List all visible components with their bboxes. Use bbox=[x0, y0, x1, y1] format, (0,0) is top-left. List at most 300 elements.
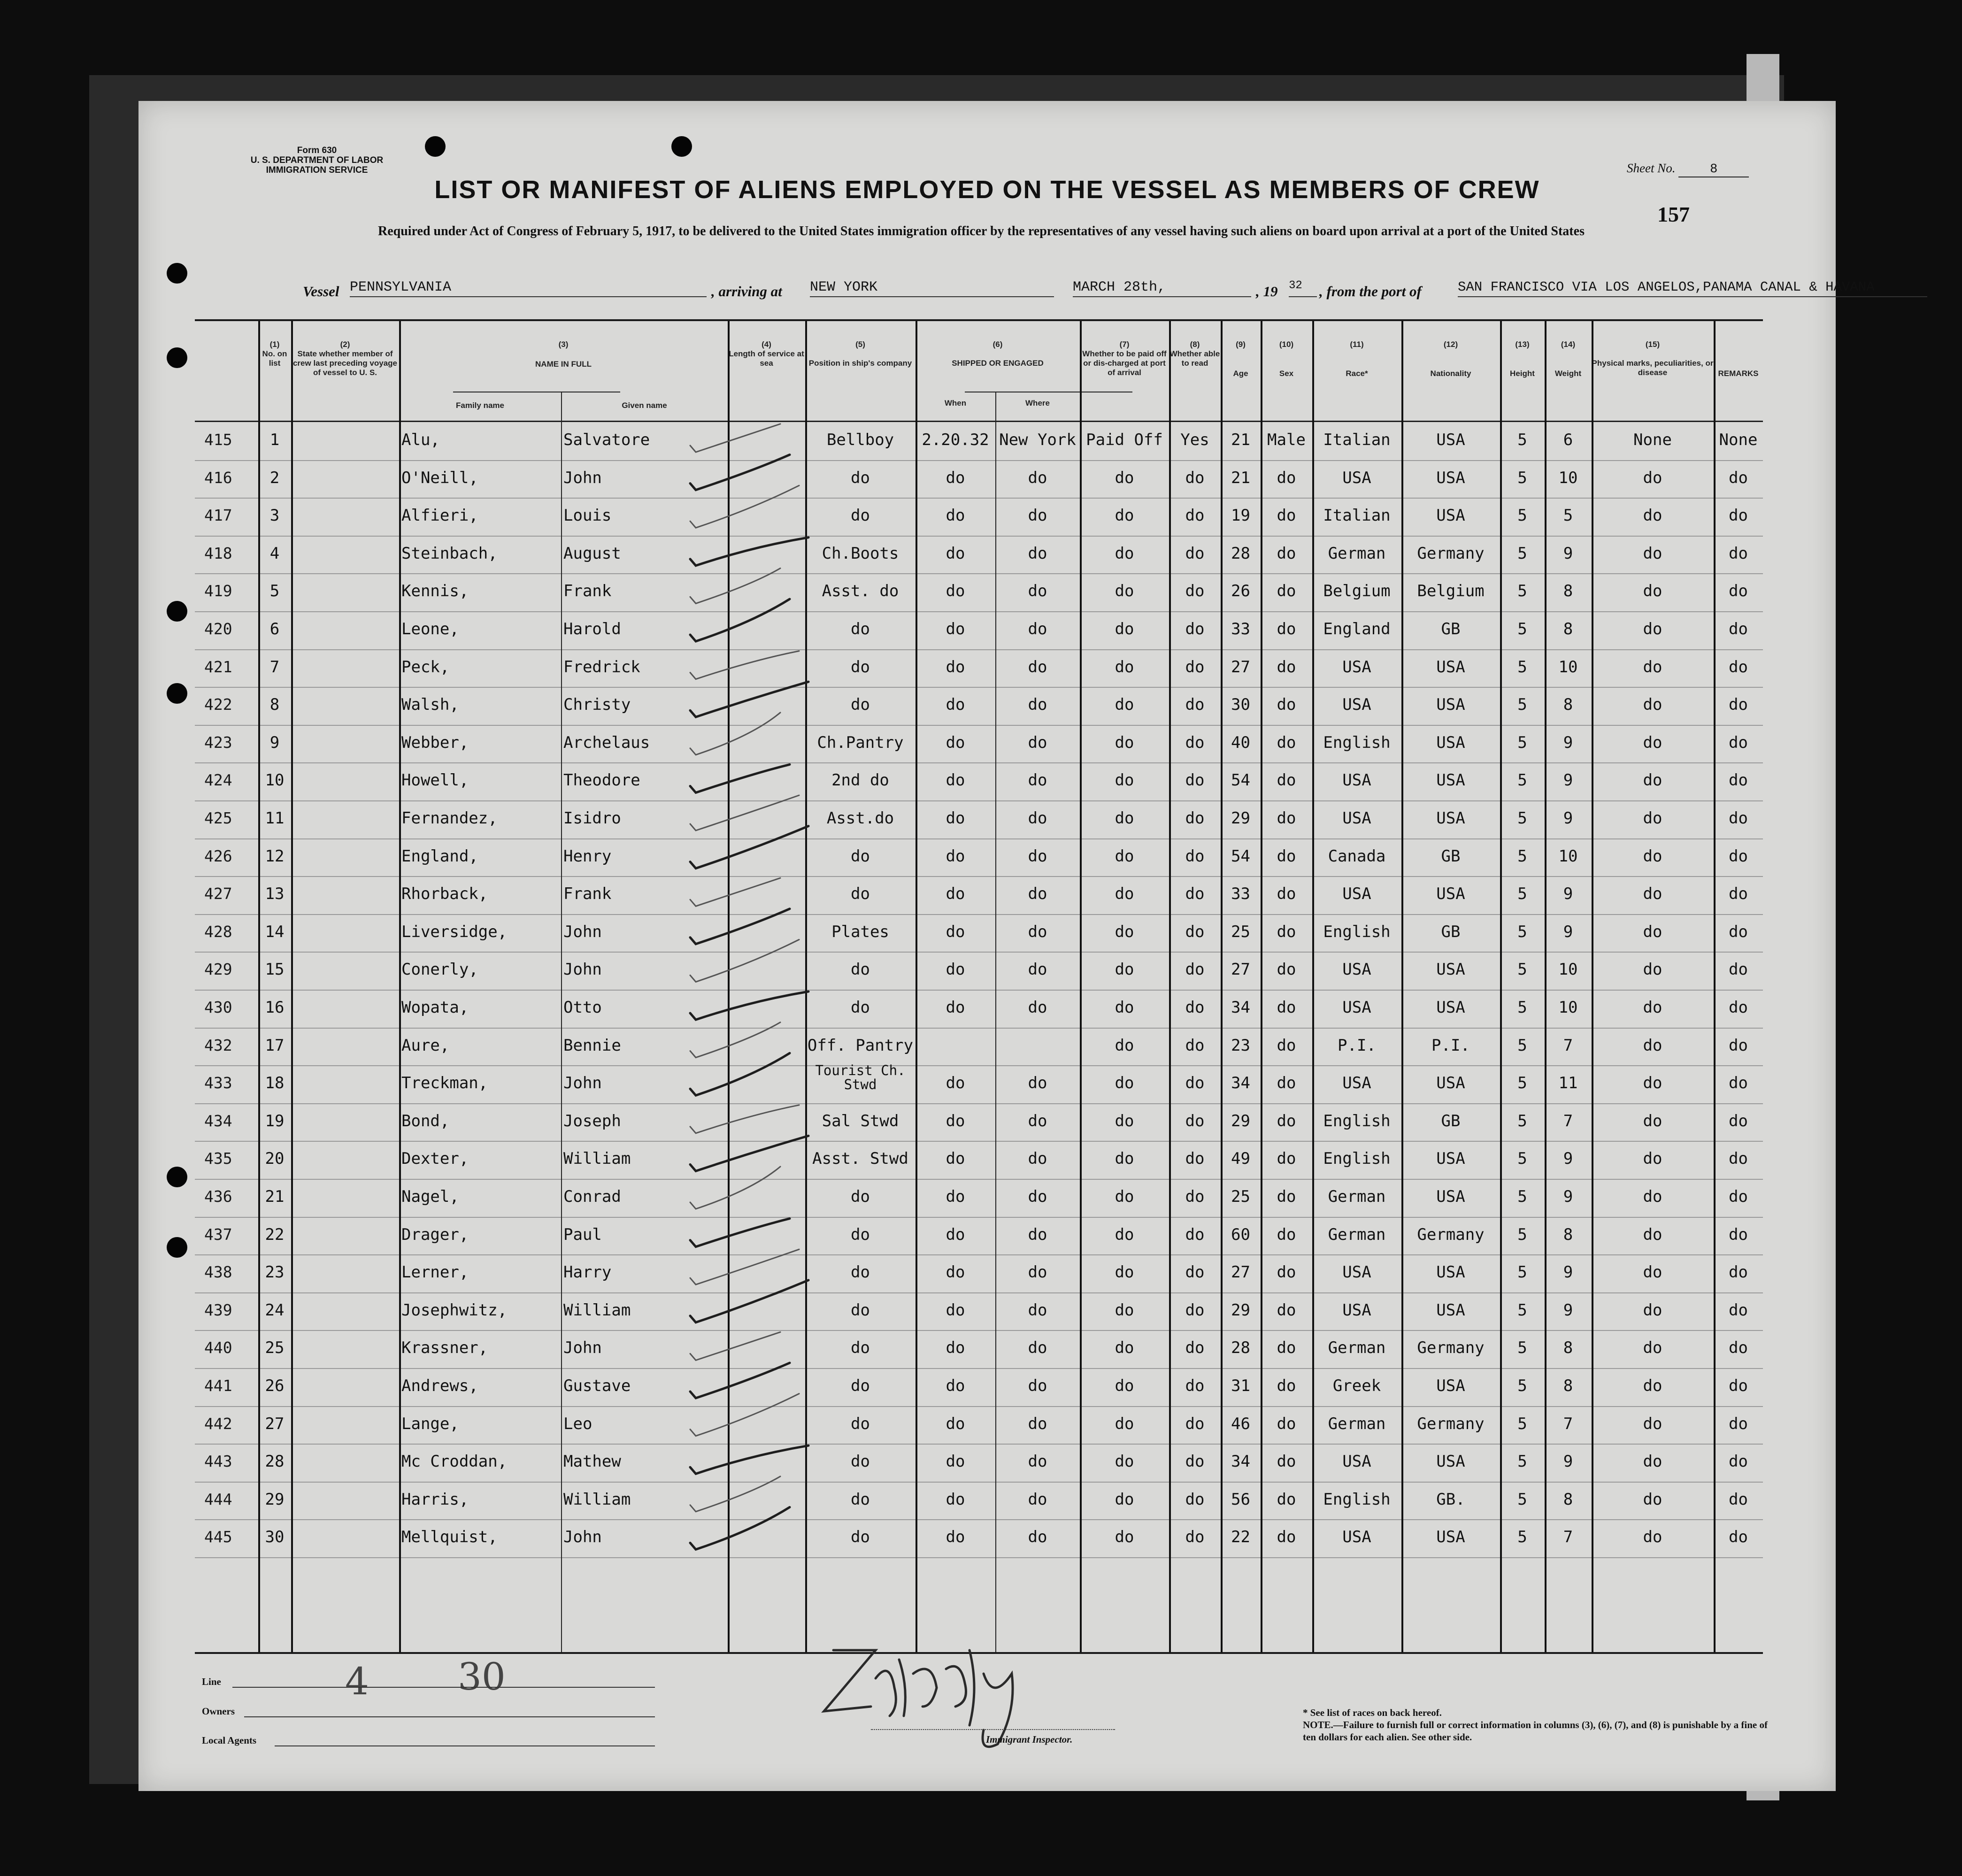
paid-off: do bbox=[1115, 506, 1134, 525]
given-name: Conrad bbox=[563, 1187, 621, 1206]
age: 25 bbox=[1231, 1187, 1250, 1206]
weight: 8 bbox=[1563, 1376, 1573, 1395]
age: 22 bbox=[1231, 1528, 1250, 1547]
race: USA bbox=[1342, 884, 1371, 904]
remarks: do bbox=[1729, 1490, 1748, 1509]
race: German bbox=[1328, 544, 1386, 563]
height: 5 bbox=[1517, 657, 1527, 677]
physical-marks: do bbox=[1643, 1263, 1662, 1282]
sex: do bbox=[1277, 582, 1296, 601]
punch-hole bbox=[167, 601, 187, 622]
race: USA bbox=[1342, 998, 1371, 1017]
manifest-line-number: 425 bbox=[204, 809, 232, 827]
family-name: Lerner, bbox=[401, 1263, 469, 1282]
col-number: (9) bbox=[1236, 340, 1246, 349]
physical-marks: do bbox=[1643, 846, 1662, 866]
race: Greek bbox=[1332, 1376, 1381, 1395]
sex: do bbox=[1277, 1338, 1296, 1358]
nationality: Germany bbox=[1417, 544, 1485, 563]
col-title: State whether member of crew last preceding voyage of vessel to U. S. bbox=[292, 349, 398, 377]
age: 30 bbox=[1231, 695, 1250, 715]
position: Off. Pantry bbox=[807, 1036, 914, 1055]
nationality: USA bbox=[1436, 695, 1465, 715]
age: 21 bbox=[1231, 431, 1250, 449]
given-name: Harry bbox=[563, 1263, 612, 1282]
age: 29 bbox=[1231, 1111, 1250, 1130]
sex: do bbox=[1277, 1187, 1296, 1206]
shipped-where: do bbox=[1028, 922, 1047, 941]
family-name: Josephwitz, bbox=[401, 1300, 508, 1320]
able-to-read: do bbox=[1185, 695, 1205, 715]
paid-off: do bbox=[1115, 960, 1134, 979]
paid-off: do bbox=[1115, 582, 1134, 601]
nationality: USA bbox=[1436, 1149, 1465, 1169]
document-title: LIST OR MANIFEST OF ALIENS EMPLOYED ON THE VESSEL AS MEMBERS OF CREW bbox=[434, 176, 1540, 204]
able-to-read: do bbox=[1185, 1300, 1205, 1320]
physical-marks: do bbox=[1643, 809, 1662, 828]
shipped-when: do bbox=[946, 1490, 965, 1509]
weight: 11 bbox=[1558, 1074, 1578, 1093]
height: 5 bbox=[1517, 733, 1527, 752]
weight: 5 bbox=[1563, 506, 1573, 525]
physical-marks: do bbox=[1643, 695, 1662, 715]
sex: do bbox=[1277, 1074, 1296, 1093]
race: USA bbox=[1342, 1263, 1371, 1282]
row-number: 25 bbox=[265, 1338, 285, 1358]
race: German bbox=[1328, 1338, 1386, 1358]
shipped-where: do bbox=[1028, 1338, 1047, 1358]
physical-marks: do bbox=[1643, 657, 1662, 677]
able-to-read: do bbox=[1185, 468, 1205, 487]
punch-hole bbox=[167, 347, 187, 368]
shipped-where: New York bbox=[999, 431, 1076, 449]
position: Ch.Boots bbox=[822, 544, 899, 563]
sex: do bbox=[1277, 1111, 1296, 1130]
position: Asst. do bbox=[822, 582, 899, 601]
manifest-line-number: 415 bbox=[204, 431, 232, 449]
sheet-number-value: 8 bbox=[1678, 162, 1749, 177]
col-title: Height bbox=[1510, 369, 1535, 378]
check-mark bbox=[690, 909, 790, 944]
shipped-where: do bbox=[1028, 771, 1047, 790]
row-number: 14 bbox=[265, 922, 285, 941]
given-name: August bbox=[563, 544, 621, 563]
shipped-where: do bbox=[1028, 657, 1047, 677]
sex: do bbox=[1277, 884, 1296, 904]
paid-off: do bbox=[1115, 1452, 1134, 1471]
row-number: 11 bbox=[265, 809, 285, 828]
nationality: Belgium bbox=[1417, 582, 1485, 601]
sex: do bbox=[1277, 1036, 1296, 1055]
check-mark bbox=[690, 1219, 790, 1247]
col-title: Weight bbox=[1554, 369, 1582, 378]
nationality: USA bbox=[1436, 809, 1465, 828]
remarks: do bbox=[1729, 1338, 1748, 1358]
family-name: Mellquist, bbox=[401, 1528, 498, 1547]
check-mark bbox=[690, 764, 790, 792]
paid-off: do bbox=[1115, 884, 1134, 904]
col-number: (13) bbox=[1515, 340, 1530, 349]
family-name: Treckman, bbox=[401, 1074, 488, 1093]
weight: 9 bbox=[1563, 544, 1573, 563]
race: Canada bbox=[1328, 846, 1386, 866]
manifest-line-number: 418 bbox=[204, 544, 232, 562]
nationality: Germany bbox=[1417, 1338, 1485, 1358]
given-name: Gustave bbox=[563, 1376, 631, 1395]
nationality: USA bbox=[1436, 998, 1465, 1017]
weight: 9 bbox=[1563, 1452, 1573, 1471]
family-name: Kennis, bbox=[401, 582, 469, 601]
remarks: do bbox=[1729, 544, 1748, 563]
shipped-where: do bbox=[1028, 884, 1047, 904]
shipped-where: do bbox=[1028, 1376, 1047, 1395]
given-name: Mathew bbox=[563, 1452, 621, 1471]
race: Italian bbox=[1323, 431, 1391, 449]
height: 5 bbox=[1517, 582, 1527, 601]
height: 5 bbox=[1517, 1263, 1527, 1282]
age: 40 bbox=[1231, 733, 1250, 752]
manifest-line-number: 440 bbox=[204, 1338, 232, 1357]
check-mark bbox=[690, 878, 780, 906]
weight: 9 bbox=[1563, 1263, 1573, 1282]
family-name: Lange, bbox=[401, 1414, 459, 1433]
year-prefix: , 19 bbox=[1256, 283, 1278, 300]
height: 5 bbox=[1517, 998, 1527, 1017]
age: 29 bbox=[1231, 1300, 1250, 1320]
remarks: do bbox=[1729, 1225, 1748, 1244]
family-name: Andrews, bbox=[401, 1376, 478, 1395]
remarks: do bbox=[1729, 1074, 1748, 1093]
family-name: Drager, bbox=[401, 1225, 469, 1244]
position: Ch.Pantry bbox=[817, 733, 904, 752]
manifest-line-number: 436 bbox=[204, 1187, 232, 1206]
punch-hole bbox=[167, 263, 187, 284]
paid-off: do bbox=[1115, 1074, 1134, 1093]
row-number: 10 bbox=[265, 771, 285, 790]
paid-off: Paid Off bbox=[1086, 431, 1163, 449]
position: do bbox=[851, 1300, 870, 1320]
departure-port: SAN FRANCISCO VIA LOS ANGELOS,PANAMA CANAL & HAVANA bbox=[1458, 279, 1927, 297]
col-title: Whether to be paid off or dis-charged at port of arrival bbox=[1082, 349, 1167, 377]
position: do bbox=[851, 846, 870, 866]
position: do bbox=[851, 620, 870, 638]
remarks: do bbox=[1729, 960, 1748, 979]
shipped-when: do bbox=[946, 657, 965, 677]
shipped-where: do bbox=[1028, 620, 1047, 638]
check-mark bbox=[690, 1363, 790, 1398]
physical-marks: do bbox=[1643, 1528, 1662, 1547]
paid-off: do bbox=[1115, 809, 1134, 828]
physical-marks: do bbox=[1643, 468, 1662, 487]
physical-marks: do bbox=[1643, 1300, 1662, 1320]
position: Asst.do bbox=[826, 809, 894, 828]
height: 5 bbox=[1517, 846, 1527, 866]
paid-off: do bbox=[1115, 1263, 1134, 1282]
manifest-line-number: 427 bbox=[204, 884, 232, 903]
manifest-line-number: 437 bbox=[204, 1225, 232, 1244]
age: 19 bbox=[1231, 506, 1250, 525]
family-name: O'Neill, bbox=[401, 468, 478, 487]
position: do bbox=[851, 695, 870, 715]
manifest-line-number: 434 bbox=[204, 1111, 232, 1130]
given-name: Bennie bbox=[563, 1036, 621, 1055]
shipped-when: do bbox=[946, 582, 965, 601]
given-name: Isidro bbox=[563, 809, 621, 828]
race: USA bbox=[1342, 695, 1371, 715]
row-number: 18 bbox=[265, 1074, 285, 1093]
row-number: 20 bbox=[265, 1149, 285, 1169]
height: 5 bbox=[1517, 922, 1527, 941]
weight: 10 bbox=[1558, 998, 1578, 1017]
family-name: Liversidge, bbox=[401, 922, 508, 941]
remarks: do bbox=[1729, 998, 1748, 1017]
weight: 10 bbox=[1558, 846, 1578, 866]
col-title: Nationality bbox=[1430, 369, 1471, 378]
able-to-read: do bbox=[1185, 1225, 1205, 1244]
able-to-read: do bbox=[1185, 1490, 1205, 1509]
sex: do bbox=[1277, 695, 1296, 715]
col-number: (3) bbox=[558, 340, 569, 349]
age: 23 bbox=[1231, 1036, 1250, 1055]
shipped-where: do bbox=[1028, 809, 1047, 828]
weight: 8 bbox=[1563, 1338, 1573, 1358]
weight: 8 bbox=[1563, 1490, 1573, 1509]
age: 26 bbox=[1231, 582, 1250, 601]
physical-marks: do bbox=[1643, 1490, 1662, 1509]
given-name: Frank bbox=[563, 884, 612, 904]
physical-marks: do bbox=[1643, 884, 1662, 904]
weight: 9 bbox=[1563, 1149, 1573, 1169]
paid-off: do bbox=[1115, 998, 1134, 1017]
height: 5 bbox=[1517, 1414, 1527, 1433]
nationality: USA bbox=[1436, 1376, 1465, 1395]
paid-off: do bbox=[1115, 468, 1134, 487]
check-mark bbox=[690, 455, 790, 490]
given-name: William bbox=[563, 1149, 631, 1169]
height: 5 bbox=[1517, 1111, 1527, 1130]
height: 5 bbox=[1517, 1149, 1527, 1169]
shipped-where: do bbox=[1028, 544, 1047, 563]
able-to-read: do bbox=[1185, 884, 1205, 904]
given-name: John bbox=[563, 468, 602, 487]
manifest-line-number: 426 bbox=[204, 846, 232, 865]
family-name: Krassner, bbox=[401, 1338, 488, 1358]
race: German bbox=[1328, 1187, 1386, 1206]
check-mark bbox=[690, 826, 808, 869]
shipped-when: do bbox=[946, 1338, 965, 1358]
given-name: John bbox=[563, 1528, 602, 1547]
age: 25 bbox=[1231, 922, 1250, 941]
col-title: NAME IN FULL bbox=[535, 360, 592, 369]
check-mark bbox=[690, 1053, 790, 1095]
able-to-read: do bbox=[1185, 1452, 1205, 1471]
given-name: Archelaus bbox=[563, 733, 650, 752]
position: Tourist Ch. Stwd bbox=[815, 1062, 906, 1093]
race: English bbox=[1323, 922, 1391, 941]
row-number: 13 bbox=[265, 884, 285, 904]
family-name: Alfieri, bbox=[401, 506, 478, 525]
given-name: Harold bbox=[563, 620, 621, 638]
shipped-when: do bbox=[946, 1528, 965, 1547]
position: do bbox=[851, 960, 870, 979]
arrival-port: NEW YORK bbox=[810, 279, 1054, 297]
shipped-when: do bbox=[946, 922, 965, 941]
race: USA bbox=[1342, 1074, 1371, 1093]
local-agents-rule bbox=[275, 1745, 655, 1746]
punch-hole bbox=[671, 136, 692, 157]
race: USA bbox=[1342, 1528, 1371, 1547]
remarks: do bbox=[1729, 582, 1748, 601]
row-number: 8 bbox=[269, 695, 280, 715]
manifest-line-number: 421 bbox=[204, 657, 232, 676]
height: 5 bbox=[1517, 468, 1527, 487]
col-number: (11) bbox=[1350, 340, 1364, 349]
physical-marks: do bbox=[1643, 1187, 1662, 1206]
check-mark bbox=[690, 939, 799, 982]
height: 5 bbox=[1517, 1490, 1527, 1509]
nationality: USA bbox=[1436, 468, 1465, 487]
check-mark bbox=[690, 424, 780, 452]
shipped-when: do bbox=[946, 809, 965, 828]
remarks: do bbox=[1729, 771, 1748, 790]
sex: do bbox=[1277, 922, 1296, 941]
penalty-note: NOTE.—Failure to furnish full or correct information in columns (3), (6), (7), and (8) is punishable by a fine of ten dollars for each alien. See other side. bbox=[1303, 1719, 1768, 1743]
sex: do bbox=[1277, 1149, 1296, 1169]
able-to-read: do bbox=[1185, 1074, 1205, 1093]
manifest-line-number: 442 bbox=[204, 1414, 232, 1433]
paid-off: do bbox=[1115, 922, 1134, 941]
shipped-when: do bbox=[946, 998, 965, 1017]
sex: do bbox=[1277, 960, 1296, 979]
col-title: No. on list bbox=[262, 349, 287, 368]
manifest-line-number: 424 bbox=[204, 771, 232, 790]
remarks: do bbox=[1729, 809, 1748, 828]
able-to-read: do bbox=[1185, 657, 1205, 677]
given-name: Theodore bbox=[563, 771, 640, 790]
shipped-where: do bbox=[1028, 1528, 1047, 1547]
family-name: Aure, bbox=[401, 1036, 450, 1055]
physical-marks: do bbox=[1643, 1074, 1662, 1093]
shipped-where: do bbox=[1028, 1074, 1047, 1093]
family-name: Fernandez, bbox=[401, 809, 498, 828]
race: USA bbox=[1342, 960, 1371, 979]
position: do bbox=[851, 1376, 870, 1395]
position: do bbox=[851, 1338, 870, 1358]
age: 56 bbox=[1231, 1490, 1250, 1509]
position: do bbox=[851, 1225, 870, 1244]
race: English bbox=[1323, 1490, 1391, 1509]
remarks: do bbox=[1729, 1187, 1748, 1206]
position: do bbox=[851, 1528, 870, 1547]
shipped-when: do bbox=[946, 1111, 965, 1130]
row-number: 30 bbox=[265, 1528, 285, 1547]
row-number: 5 bbox=[269, 582, 280, 601]
form-identifier bbox=[209, 146, 425, 175]
shipped-when: do bbox=[946, 468, 965, 487]
shipped-where: do bbox=[1028, 582, 1047, 601]
remarks: do bbox=[1729, 733, 1748, 752]
family-name: Harris, bbox=[401, 1490, 469, 1509]
given-name: Henry bbox=[563, 846, 612, 866]
row-number: 1 bbox=[269, 431, 280, 449]
weight: 9 bbox=[1563, 922, 1573, 941]
col-title: Age bbox=[1233, 369, 1248, 378]
voyage-line bbox=[303, 279, 1875, 303]
family-name-header: Family name bbox=[456, 401, 504, 410]
paid-off: do bbox=[1115, 771, 1134, 790]
race: Italian bbox=[1323, 506, 1391, 525]
race: USA bbox=[1342, 657, 1371, 677]
check-mark bbox=[690, 1507, 790, 1549]
weight: 6 bbox=[1563, 431, 1573, 449]
inspector-rule bbox=[871, 1729, 1115, 1730]
age: 34 bbox=[1231, 1452, 1250, 1471]
weight: 9 bbox=[1563, 809, 1573, 828]
physical-marks: do bbox=[1643, 1111, 1662, 1130]
physical-marks: do bbox=[1643, 1414, 1662, 1433]
row-number: 12 bbox=[265, 846, 285, 866]
remarks: do bbox=[1729, 1528, 1748, 1547]
arrival-year: 32 bbox=[1289, 279, 1317, 297]
remarks: do bbox=[1729, 846, 1748, 866]
shipped-when: do bbox=[946, 1074, 965, 1093]
position: Plates bbox=[831, 922, 889, 941]
height: 5 bbox=[1517, 1300, 1527, 1320]
col-title: Sex bbox=[1279, 369, 1294, 378]
race: USA bbox=[1342, 809, 1371, 828]
inspector-signature bbox=[805, 1631, 1134, 1749]
physical-marks: do bbox=[1643, 733, 1662, 752]
col-title: Race* bbox=[1346, 369, 1368, 378]
manifest-line-number: 430 bbox=[204, 998, 232, 1016]
nationality: USA bbox=[1436, 960, 1465, 979]
col-number: (6) bbox=[993, 340, 1003, 349]
col-title: Physical marks, peculiarities, or disease bbox=[1592, 359, 1714, 377]
col-title: Position in ship's company bbox=[808, 359, 912, 368]
owners-rule bbox=[244, 1716, 655, 1717]
weight: 9 bbox=[1563, 1300, 1573, 1320]
form-number: Form 630 bbox=[297, 146, 337, 155]
age: 60 bbox=[1231, 1225, 1250, 1244]
sex: do bbox=[1277, 620, 1296, 638]
check-mark bbox=[690, 599, 790, 641]
sex: Male bbox=[1267, 431, 1306, 449]
position: do bbox=[851, 1490, 870, 1509]
position: do bbox=[851, 657, 870, 677]
footnote bbox=[1303, 1707, 1772, 1743]
shipped-when: do bbox=[946, 771, 965, 790]
shipped-where: do bbox=[1028, 1187, 1047, 1206]
sex: do bbox=[1277, 657, 1296, 677]
position: Sal Stwd bbox=[822, 1111, 899, 1130]
paid-off: do bbox=[1115, 1225, 1134, 1244]
check-mark bbox=[690, 1136, 808, 1171]
given-name: Frank bbox=[563, 582, 612, 601]
row-number: 4 bbox=[269, 544, 280, 563]
given-name: John bbox=[563, 922, 602, 941]
shipped-where: do bbox=[1028, 1225, 1047, 1244]
race: English bbox=[1323, 1149, 1391, 1169]
weight: 8 bbox=[1563, 695, 1573, 715]
col-number: (10) bbox=[1279, 340, 1294, 349]
service-name: IMMIGRATION SERVICE bbox=[266, 165, 368, 175]
row-number: 28 bbox=[265, 1452, 285, 1471]
paid-off: do bbox=[1115, 620, 1134, 638]
given-name: John bbox=[563, 1074, 602, 1093]
position: 2nd do bbox=[831, 771, 889, 790]
manifest-line-number: 416 bbox=[204, 468, 232, 487]
remarks: do bbox=[1729, 1263, 1748, 1282]
